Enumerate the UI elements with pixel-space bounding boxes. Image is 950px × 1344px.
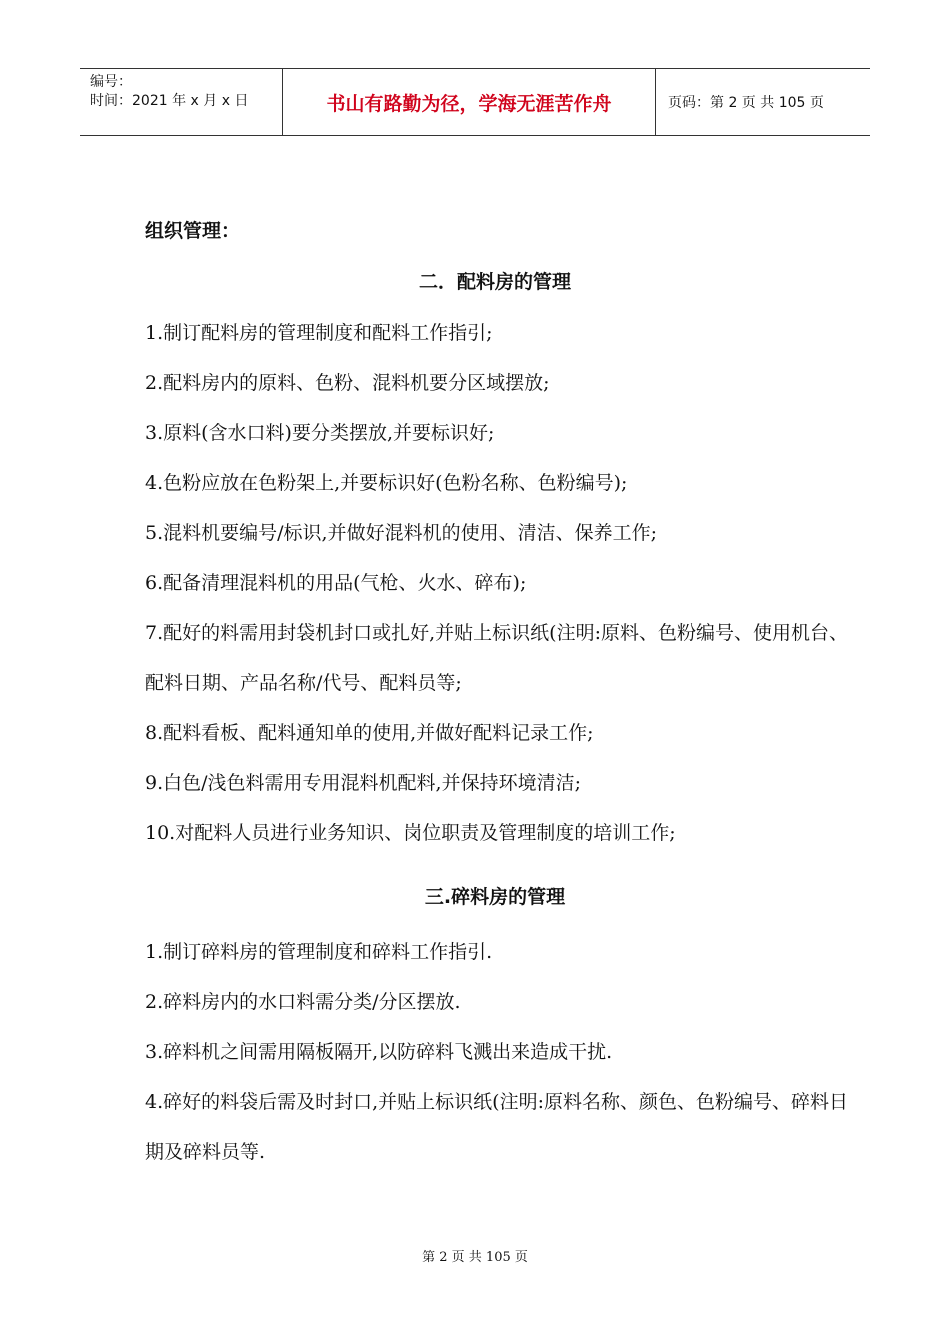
list-item: 2.碎料房内的水口料需分类/分区摆放. bbox=[145, 991, 461, 1013]
section2-list bbox=[145, 308, 865, 858]
section-title: 三.碎料房的管理 bbox=[424, 886, 566, 908]
time-label: 时间：2021 年 x 月 x 日 bbox=[90, 93, 249, 109]
list-item: 2.配料房内的原料、色粉、混料机要分区域摆放; bbox=[145, 372, 550, 394]
header-meta bbox=[80, 69, 283, 135]
list-item: 3.碎料机之间需用隔板隔开,以防碎料飞溅出来造成干扰. bbox=[145, 1041, 613, 1063]
header-page-info: 页码：第 2 页 共 105 页 bbox=[668, 95, 824, 111]
list-item: 10.对配料人员进行业务知识、岗位职责及管理制度的培训工作; bbox=[145, 822, 676, 844]
document-body bbox=[145, 216, 865, 1177]
page-header bbox=[80, 68, 870, 136]
list-item: 1.制订配料房的管理制度和配料工作指引; bbox=[145, 322, 493, 344]
org-heading: 组织管理： bbox=[145, 220, 241, 242]
section3-list bbox=[145, 927, 865, 1177]
header-motto: 书山有路勤为径，学海无涯苦作舟 bbox=[283, 69, 656, 135]
list-item: 6.配备清理混料机的用品(气枪、火水、碎布); bbox=[145, 572, 527, 594]
page-footer: 第 2 页 共 105 页 bbox=[422, 1250, 528, 1265]
list-item: 4.色粉应放在色粉架上,并要标识好(色粉名称、色粉编号); bbox=[145, 472, 628, 494]
list-item: 7.配好的料需用封袋机封口或扎好,并贴上标识纸(注明:原料、色粉编号、使用机台、配料日期、产品名称/代号、配料员等; bbox=[145, 622, 848, 694]
list-item: 4.碎好的料袋后需及时封口,并贴上标识纸(注明:原料名称、颜色、色粉编号、碎料日期及碎料员等. bbox=[145, 1091, 848, 1163]
number-label: 编号： bbox=[90, 74, 132, 90]
list-item: 5.混料机要编号/标识,并做好混料机的使用、清洁、保养工作; bbox=[145, 522, 657, 544]
section-title: 二．配料房的管理 bbox=[418, 271, 571, 293]
list-item: 9.白色/浅色料需用专用混料机配料,并保持环境清洁; bbox=[145, 772, 581, 794]
list-item: 8.配料看板、配料通知单的使用,并做好配料记录工作; bbox=[145, 722, 594, 744]
list-item: 1.制订碎料房的管理制度和碎料工作指引. bbox=[145, 941, 493, 963]
list-item: 3.原料(含水口料)要分类摆放,并要标识好; bbox=[145, 422, 495, 444]
